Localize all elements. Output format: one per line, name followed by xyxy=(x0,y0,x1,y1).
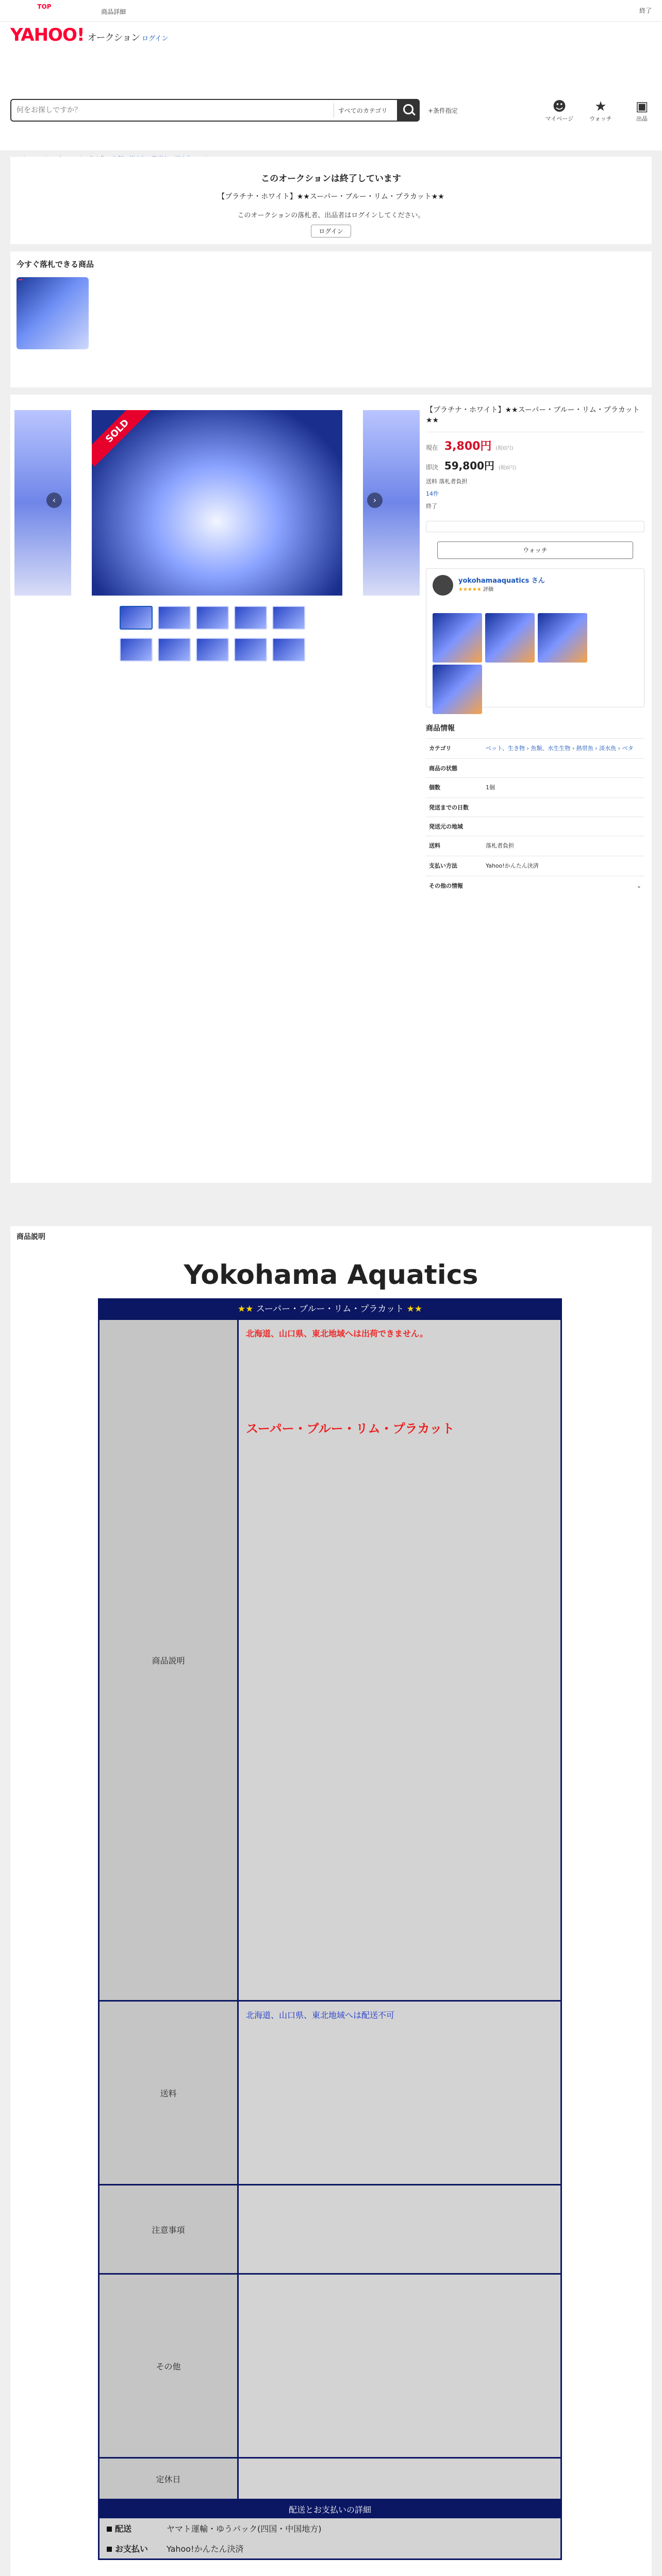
chevron-down-icon[interactable]: ⌄ xyxy=(636,883,641,889)
description-label: 商品説明 xyxy=(100,1320,239,2000)
seller-item[interactable] xyxy=(485,613,535,665)
description-body xyxy=(239,2185,560,2273)
details-value xyxy=(483,876,644,896)
details-label: 発送までの日数 xyxy=(426,798,483,817)
description-line xyxy=(246,2307,553,2318)
ended-item-title: 【プラチナ・ホワイト】★★スーパー・ブルー・リム・プラカット★★ xyxy=(218,193,444,201)
description-line xyxy=(246,1826,553,1837)
details-row[interactable] xyxy=(426,876,644,896)
seller-rating: ★★★★★ 評価 xyxy=(458,587,494,592)
description-line xyxy=(246,1850,553,1861)
description-line xyxy=(246,1873,553,1885)
seller-name-text[interactable]: yokohamaaquatics xyxy=(458,577,529,585)
description-line xyxy=(246,2105,553,2116)
shipping-label: 送料 xyxy=(426,478,437,485)
details-value: Yahoo!かんたん決済 xyxy=(483,856,644,876)
description-line xyxy=(246,1802,553,1814)
shop-title: Yokohama Aquatics xyxy=(184,1260,478,1291)
logo-text: YAHOO! xyxy=(10,25,85,45)
description-line xyxy=(246,2033,553,2045)
status-label: 終了 xyxy=(639,7,652,14)
bid-now-heading: 今すぐ落札できる商品 xyxy=(16,260,94,269)
details-row xyxy=(426,856,644,876)
bid-now-card[interactable] xyxy=(16,277,89,360)
seller-item-image[interactable] xyxy=(485,613,535,663)
buy-now-label: 即決 xyxy=(426,464,439,471)
watchlist-label: ウォッチ xyxy=(589,115,612,122)
thumbnail[interactable] xyxy=(120,606,153,630)
description-line xyxy=(246,2152,553,2163)
seller-item-image[interactable] xyxy=(433,665,482,714)
sold-badge: SOLD xyxy=(92,410,153,467)
mypage-button[interactable] xyxy=(541,99,577,123)
description-line xyxy=(246,2194,553,2205)
description-line xyxy=(246,1636,553,1648)
description-row-other xyxy=(100,2273,560,2457)
top-left-text: 商品詳細 xyxy=(101,8,126,15)
head-star-right: ★★ xyxy=(406,1304,423,1314)
head-bar-text: スーパー・ブルー・リム・プラカット xyxy=(256,1304,404,1314)
description-line: 北海道、山口県、東北地域へは配送不可 xyxy=(246,2010,395,2020)
description-line xyxy=(246,2283,553,2294)
advanced-search-link[interactable]: +条件指定 xyxy=(428,107,458,114)
details-row xyxy=(426,759,644,778)
prev-image-preview[interactable] xyxy=(14,410,71,596)
watchlist-button[interactable] xyxy=(583,99,619,123)
thumbnail[interactable] xyxy=(120,638,153,662)
description-line xyxy=(246,1684,553,1695)
thumbnail[interactable] xyxy=(158,606,191,630)
payment-value: Yahoo!かんたん決済 xyxy=(167,2544,244,2554)
payment-value: ヤマト運輸・ゆうパック(四国・中国地方) xyxy=(167,2524,322,2534)
description-line xyxy=(246,1613,553,1624)
description-line xyxy=(246,1778,553,1790)
head-star-left: ★★ xyxy=(237,1304,254,1314)
description-table xyxy=(98,1298,562,2560)
description-line xyxy=(246,1352,553,1363)
description-line xyxy=(246,1541,553,1553)
buy-now-price-row xyxy=(426,457,644,472)
item-title: 【プラチナ・ホワイト】★★スーパー・ブルー・リム・プラカット★★ xyxy=(426,406,640,425)
line-notice-box[interactable] xyxy=(426,521,644,532)
thumbnail[interactable] xyxy=(196,606,229,630)
description-row-product xyxy=(100,1318,560,2000)
description-line xyxy=(246,2241,553,2252)
search-bar xyxy=(10,99,418,122)
description-line xyxy=(246,1897,553,1908)
seller-name[interactable] xyxy=(458,575,638,585)
item-main-section xyxy=(10,395,652,1183)
current-price-tax: (税0円) xyxy=(495,446,514,451)
description-line xyxy=(246,1660,553,1671)
seller-avatar[interactable] xyxy=(433,575,453,596)
details-label: 商品の状態 xyxy=(426,759,483,778)
buy-now-tax: (税0円) xyxy=(498,465,517,471)
description-line xyxy=(246,1399,553,1411)
login-link[interactable]: ログイン xyxy=(142,35,169,43)
current-price-row xyxy=(426,437,644,453)
thumbnail[interactable] xyxy=(158,638,191,662)
auction-ended-notice xyxy=(10,157,652,244)
details-table xyxy=(426,738,644,896)
description-line xyxy=(246,2128,553,2140)
description-line xyxy=(246,2081,553,2092)
yahoo-auctions-logo[interactable] xyxy=(10,25,140,45)
description-section xyxy=(10,1226,652,2576)
bid-now-tag xyxy=(19,279,23,280)
description-line xyxy=(246,2330,553,2342)
thumbnail[interactable] xyxy=(272,638,305,662)
description-line xyxy=(246,1494,553,1505)
shipping-value: 落札者負担 xyxy=(439,478,468,485)
site-header xyxy=(0,22,662,150)
details-value xyxy=(483,817,644,836)
description-row-notes xyxy=(100,2184,560,2273)
description-heading: 商品説明 xyxy=(16,1233,45,1241)
mypage-label: マイページ xyxy=(545,115,574,122)
details-value: 1個 xyxy=(483,778,644,798)
chevron-left-icon: ‹ xyxy=(52,495,56,505)
details-value: 落札者負担 xyxy=(483,836,644,856)
ended-note: このオークションの落札者、出品者はログインしてください。 xyxy=(237,212,425,219)
bid-now-price xyxy=(16,352,89,360)
bid-now-thumbnail[interactable] xyxy=(16,277,89,349)
buy-now-price: 59,800円 xyxy=(444,460,495,472)
description-label: その他 xyxy=(100,2275,239,2457)
thumbnail[interactable] xyxy=(234,606,267,630)
payment-label: お支払い xyxy=(115,2544,148,2554)
star-icon: ★ xyxy=(594,99,607,114)
description-line[interactable] xyxy=(246,2467,553,2478)
thumbnail[interactable] xyxy=(272,606,305,630)
bid-info-row xyxy=(426,489,644,499)
seller-name-suffix: さん xyxy=(531,577,545,585)
details-row xyxy=(426,836,644,856)
category-select[interactable]: すべてのカテゴリ xyxy=(334,103,395,117)
description-line xyxy=(246,2354,553,2365)
description-row-holiday xyxy=(100,2457,560,2499)
details-row xyxy=(426,817,644,836)
details-value xyxy=(483,759,644,778)
description-body xyxy=(239,2275,560,2457)
details-label: 送料 xyxy=(426,836,483,856)
bullet-icon xyxy=(107,2527,112,2532)
description-body xyxy=(239,2459,560,2499)
details-label: その他の情報 xyxy=(426,876,483,896)
item-details xyxy=(426,723,644,896)
details-row xyxy=(426,798,644,817)
payment-row xyxy=(100,2538,560,2558)
thumbnail[interactable] xyxy=(196,638,229,662)
sell-label: 出品 xyxy=(636,115,648,122)
description-line xyxy=(246,2217,553,2229)
description-body xyxy=(239,1320,560,2000)
next-image-button[interactable] xyxy=(367,493,383,508)
search-button[interactable] xyxy=(397,99,420,122)
description-line xyxy=(246,2057,553,2069)
details-row xyxy=(426,739,644,759)
ended-heading: このオークションは終了しています xyxy=(261,174,401,184)
status-row xyxy=(426,501,644,512)
bid-count[interactable]: 14件 xyxy=(426,490,439,497)
description-line xyxy=(246,1589,553,1600)
description-line xyxy=(246,1921,553,1932)
description-label: 注意事項 xyxy=(100,2185,239,2273)
seller-item[interactable] xyxy=(433,613,482,665)
description-line xyxy=(246,1707,553,1719)
camera-icon: ▣ xyxy=(635,99,649,114)
description-head-bar xyxy=(100,1300,560,1318)
top-utility-bar xyxy=(0,0,662,22)
description-body xyxy=(239,2002,560,2184)
description-line xyxy=(246,1470,553,1482)
description-line: 北海道、山口県、東北地域へは出荷できません。 xyxy=(246,1329,428,1338)
details-label: 支払い方法 xyxy=(426,856,483,876)
thumbnail[interactable] xyxy=(234,638,267,662)
description-line xyxy=(246,2401,553,2413)
thumbnail-strip xyxy=(120,606,316,670)
payment-bar: 配送とお支払いの詳細 xyxy=(100,2499,560,2518)
shipping-row xyxy=(426,477,644,487)
top-link[interactable]: TOP xyxy=(37,3,52,10)
sell-button[interactable] xyxy=(624,99,660,123)
details-value[interactable] xyxy=(483,739,644,759)
search-input[interactable] xyxy=(16,104,326,116)
prev-image-button[interactable] xyxy=(46,493,62,508)
watch-button[interactable]: ウォッチ xyxy=(437,541,633,559)
details-heading: 商品情報 xyxy=(426,724,455,733)
details-value xyxy=(483,798,644,817)
description-line xyxy=(246,1447,553,1458)
rating-label: 評価 xyxy=(483,587,494,592)
seller-item[interactable] xyxy=(538,613,587,665)
seller-item-image[interactable] xyxy=(538,613,587,663)
description-line xyxy=(246,1968,553,1979)
category-path[interactable]: ペット、生き物 › 魚類、水生生物 › 熱帯魚 › 淡水魚 › ベタ xyxy=(486,745,634,752)
bullet-icon xyxy=(107,2547,112,2552)
description-line xyxy=(246,1755,553,1766)
details-row xyxy=(426,778,644,798)
main-item-image[interactable] xyxy=(92,410,342,596)
payment-row xyxy=(100,2518,560,2538)
details-label: 個数 xyxy=(426,778,483,798)
description-line: スーパー・ブルー・リム・プラカット xyxy=(246,1421,455,1436)
status-value: 終了 xyxy=(426,503,437,510)
price-box xyxy=(426,432,644,512)
seller-item-image[interactable] xyxy=(433,613,482,663)
image-gallery xyxy=(14,405,417,601)
description-line xyxy=(246,1731,553,1742)
payment-label: 配送 xyxy=(115,2524,132,2534)
description-line xyxy=(246,1944,553,1956)
seller-item[interactable] xyxy=(433,665,482,716)
user-icon: ☻ xyxy=(552,99,567,114)
logo-suffix: オークション xyxy=(87,32,140,43)
item-info-panel xyxy=(426,405,644,896)
description-line xyxy=(246,2378,553,2389)
current-price-label: 現在 xyxy=(426,444,439,451)
details-label: 発送元の地域 xyxy=(426,817,483,836)
details-label: カテゴリ xyxy=(426,739,483,759)
description-line xyxy=(246,1376,553,1387)
description-line xyxy=(246,1518,553,1529)
description-row-shipping xyxy=(100,2000,560,2184)
description-line xyxy=(246,1565,553,1577)
bid-now-section xyxy=(10,251,652,387)
chevron-right-icon: › xyxy=(373,495,377,505)
description-line xyxy=(246,2425,553,2436)
seller-box xyxy=(426,568,644,707)
ended-login-button[interactable]: ログイン xyxy=(311,225,351,238)
current-price: 3,800円 xyxy=(444,440,492,453)
description-label: 定休日 xyxy=(100,2459,239,2499)
description-label: 送料 xyxy=(100,2002,239,2184)
